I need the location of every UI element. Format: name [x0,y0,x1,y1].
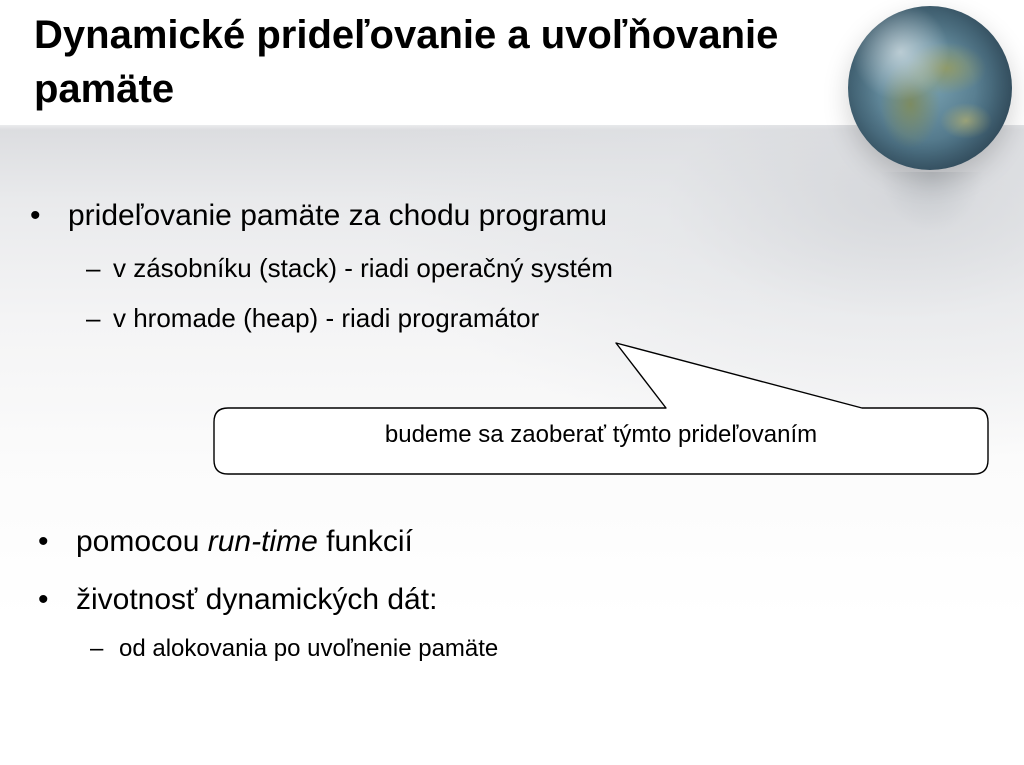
bullet-text-prefix: pomocou [76,525,208,558]
sub-bullet-text: v hromade (heap) - riadi programátor [113,303,540,333]
bullet-text: prideľovanie pamäte za chodu programu [68,199,608,232]
bullet-text: životnosť dynamických dát: [76,583,438,616]
bullet-marker: • [38,583,49,616]
dash-marker: – [86,253,101,283]
dash-marker: – [90,635,104,662]
bullet-item [38,582,437,618]
bullet-text-suffix: funkcií [317,525,413,558]
callout-text: budeme sa zaoberať týmto prideľovaním [384,421,818,448]
sub-bullet-text: v zásobníku (stack) - riadi operačný systém [113,253,613,283]
callout-shape [214,343,988,474]
dash-marker: – [86,303,101,333]
bullet-marker: • [38,525,49,558]
sub-bullet-item [90,634,498,664]
bullet-marker: • [30,199,41,232]
slide-title: Dynamické prideľovanie a uvoľňovanie pamäte [34,13,779,111]
bullet-item [38,524,413,560]
bullet-text-italic: run-time [207,525,318,558]
sub-bullet-text: od alokovania po uvoľnenie pamäte [119,635,499,662]
